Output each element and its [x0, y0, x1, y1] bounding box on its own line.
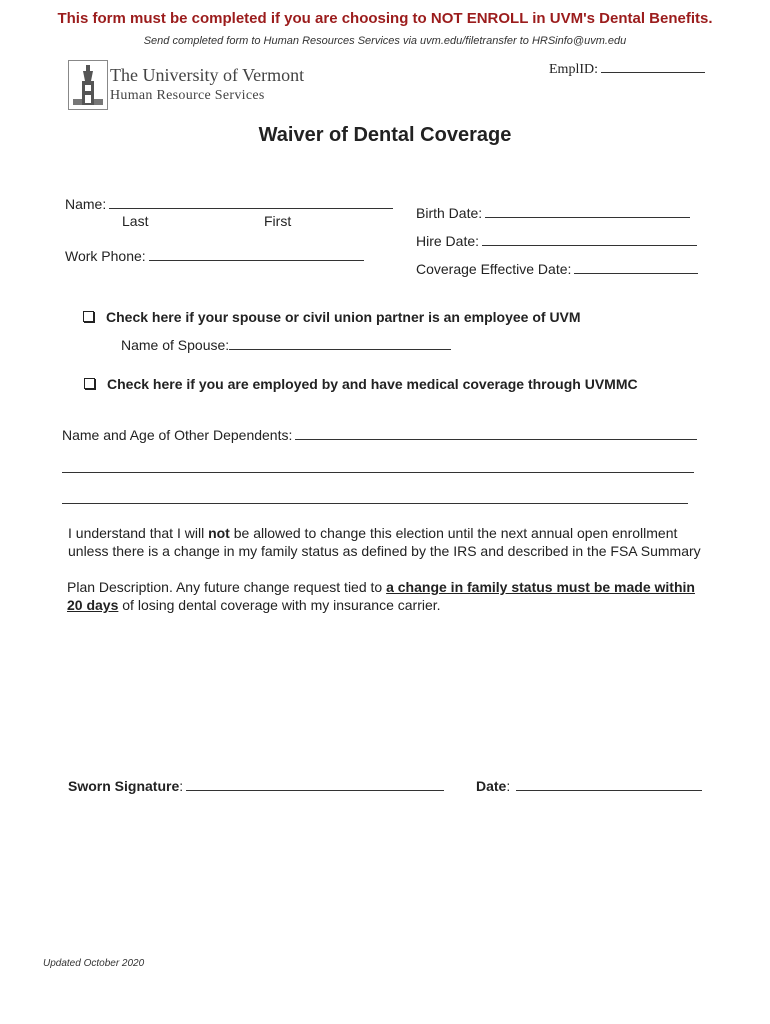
last-name-caption: Last	[122, 213, 149, 229]
dependents-line-3[interactable]	[62, 503, 688, 504]
plan-description-statement: Plan Description. Any future change request tied to a change in family status must be made within 20 days of losing dental coverage with my insurance carrier.	[67, 579, 695, 613]
uvmmc-checkbox-row[interactable]	[84, 376, 638, 392]
understanding-statement: I understand that I will not be allowed to change this election until the next annual open enrollment unless there is a change in my family status as defined by the IRS and described in the FSA Summary	[68, 525, 701, 559]
date-field[interactable]: Date:	[476, 778, 702, 794]
coverage-effective-date-field[interactable]	[416, 261, 698, 277]
twenty-days-emphasis: 20 days	[67, 597, 119, 613]
family-status-emphasis: a change in family status must be made within	[386, 579, 695, 595]
spouse-employee-checkbox-label: Check here if your spouse or civil union partner is an employee of UVM	[106, 309, 581, 325]
submission-instructions: Send completed form to Human Resources Services via uvm.edu/filetransfer to HRSinfo@uvm.edu	[143, 35, 627, 47]
name-field[interactable]	[65, 196, 393, 212]
date-label: Date	[476, 778, 507, 794]
notice-banner: This form must be completed if you are choosing to NOT ENROLL in UVM's Dental Benefits.	[57, 10, 713, 27]
signature-label: Sworn Signature	[68, 778, 180, 794]
spouse-name-field[interactable]	[121, 337, 451, 353]
hire-date-field[interactable]	[416, 233, 697, 249]
uvmmc-checkbox[interactable]	[84, 378, 95, 389]
spouse-name-label: Name of Spouse:	[121, 337, 230, 353]
uvmmc-checkbox-label: Check here if you are employed by and have medical coverage through UVMMC	[107, 376, 638, 392]
work-phone-field[interactable]	[65, 248, 364, 264]
birth-date-label: Birth Date:	[416, 205, 483, 221]
sworn-signature-field[interactable]: Sworn Signature:	[68, 778, 444, 794]
name-label: Name:	[65, 196, 107, 212]
coverage-effective-date-label: Coverage Effective Date:	[416, 261, 572, 277]
spouse-employee-checkbox[interactable]	[83, 311, 94, 322]
emplid-field[interactable]	[549, 62, 705, 78]
hire-date-label: Hire Date:	[416, 233, 480, 249]
birth-date-field[interactable]	[416, 205, 690, 221]
university-logo-text	[110, 64, 304, 106]
emplid-label: EmplID:	[549, 62, 598, 77]
work-phone-label: Work Phone:	[65, 248, 146, 264]
dependents-line-2[interactable]	[62, 472, 694, 473]
understanding-emphasis: not	[208, 525, 230, 541]
spouse-employee-checkbox-row[interactable]	[83, 309, 581, 325]
dependents-label: Name and Age of Other Dependents:	[62, 427, 293, 443]
department-name: Human Resource Services	[110, 88, 265, 103]
dependents-field[interactable]	[62, 427, 697, 443]
first-name-caption: First	[264, 213, 292, 229]
updated-date-footer: Updated October 2020	[43, 958, 145, 969]
university-name: The University of Vermont	[110, 65, 305, 85]
uvm-tower-logo-icon	[68, 60, 108, 110]
form-title: Waiver of Dental Coverage	[258, 124, 512, 146]
